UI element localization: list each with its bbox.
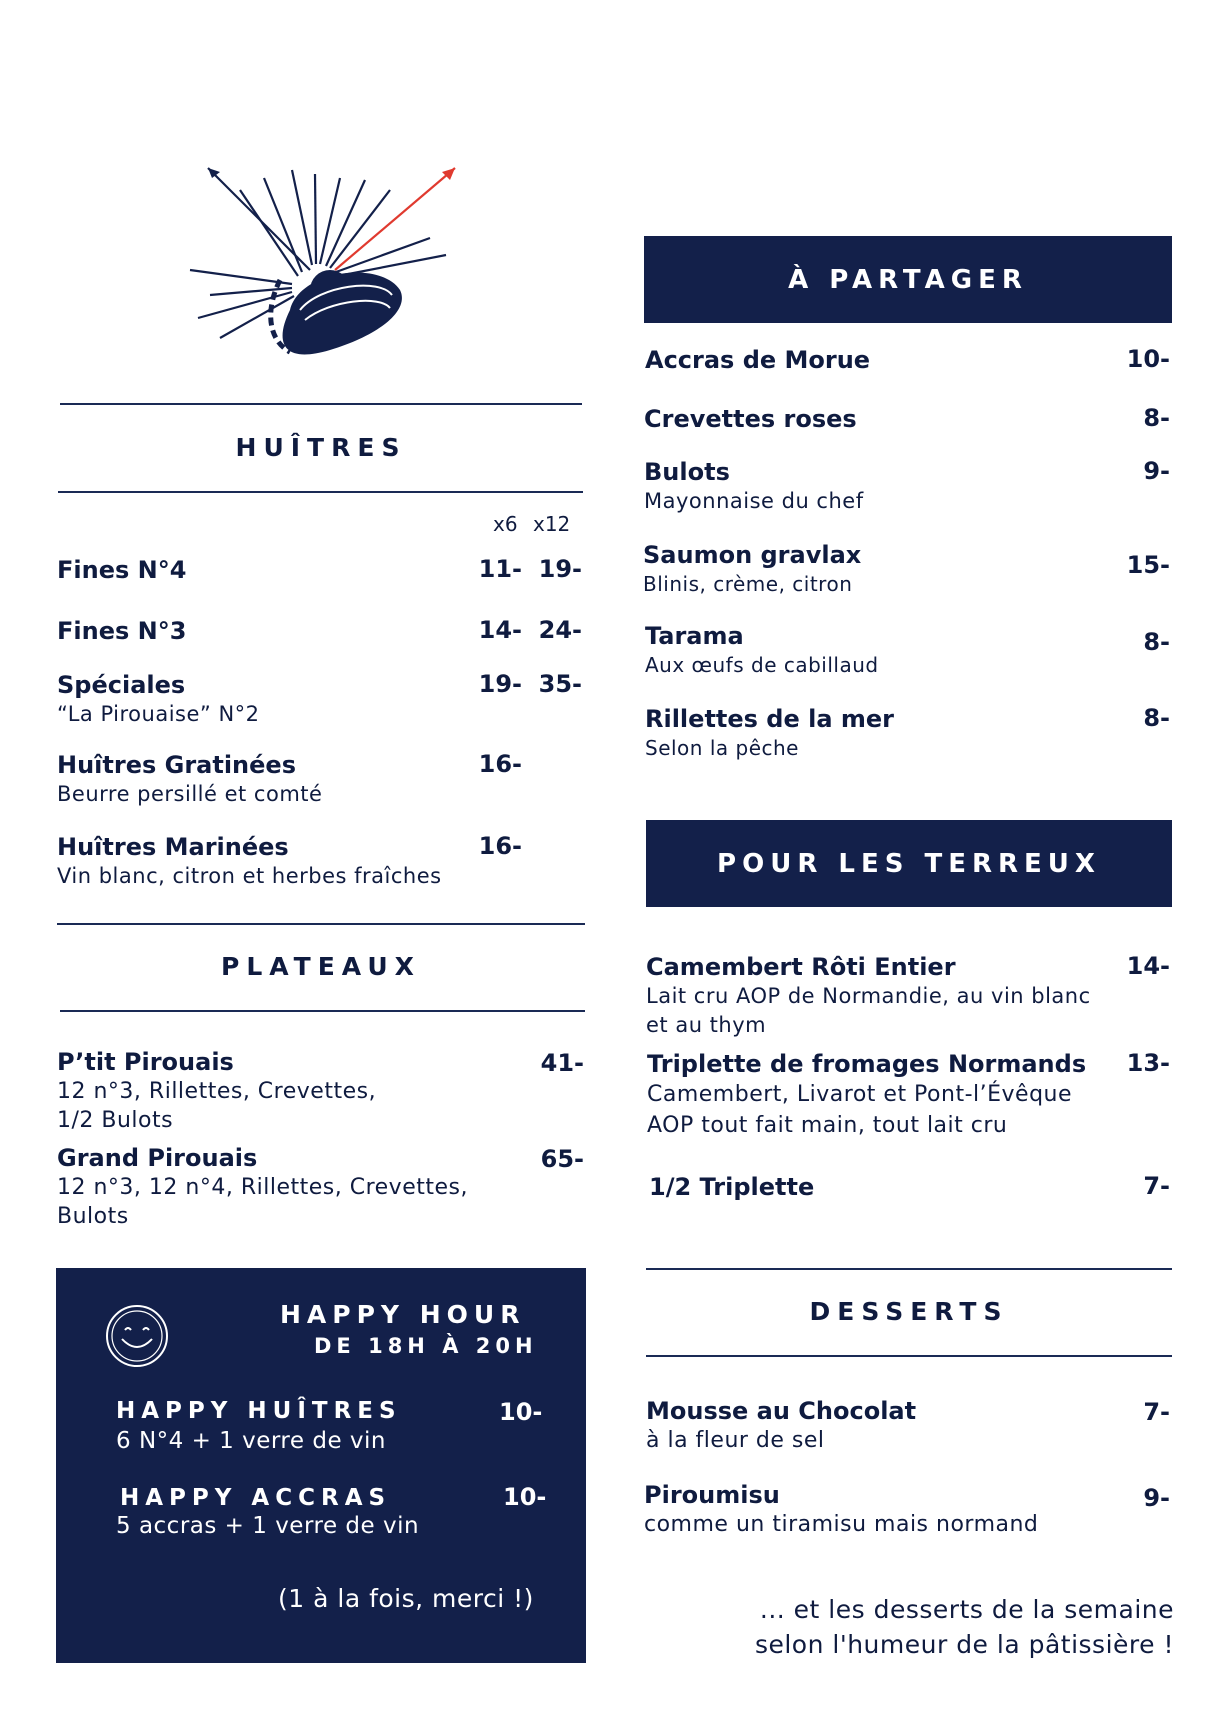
price-x6: 19- bbox=[478, 670, 522, 698]
menu-item bbox=[644, 1480, 1038, 1539]
item-desc: à la fleur de sel bbox=[646, 1428, 825, 1453]
divider bbox=[60, 403, 582, 405]
offer-name: HAPPY HUÎTRES bbox=[116, 1398, 402, 1424]
offer-name: HAPPY ACCRAS bbox=[120, 1485, 392, 1511]
offer-desc: 6 N°4 + 1 verre de vin bbox=[116, 1428, 386, 1454]
sun-oyster-logo bbox=[180, 160, 480, 380]
item-name: Fines N°3 bbox=[57, 617, 187, 645]
price: 65- bbox=[540, 1145, 584, 1173]
desserts-note bbox=[755, 1592, 1174, 1662]
item-desc: Camembert, Livarot et Pont-l’Évêque bbox=[647, 1082, 1073, 1107]
item-name: Huîtres Gratinées bbox=[57, 751, 296, 779]
item-name: Huîtres Marinées bbox=[57, 833, 289, 861]
item-name: Mousse au Chocolat bbox=[646, 1397, 917, 1425]
item-name: Fines N°4 bbox=[57, 556, 187, 584]
menu-item bbox=[57, 1047, 376, 1135]
divider bbox=[58, 491, 583, 493]
menu-item bbox=[645, 621, 879, 680]
menu-item bbox=[57, 555, 186, 585]
price: 8- bbox=[1143, 404, 1170, 432]
item-desc: Selon la pêche bbox=[645, 736, 799, 760]
price-x12: 24- bbox=[538, 616, 582, 644]
price: 7- bbox=[1143, 1398, 1170, 1426]
happy-hour-box bbox=[56, 1268, 586, 1663]
smiley-icon bbox=[104, 1303, 170, 1369]
item-desc: Bulots bbox=[57, 1204, 129, 1229]
divider bbox=[646, 1268, 1172, 1270]
menu-item bbox=[649, 1172, 814, 1202]
menu-item bbox=[645, 345, 870, 375]
item-desc: 1/2 Bulots bbox=[57, 1108, 174, 1133]
item-desc: Beurre persillé et comté bbox=[57, 782, 323, 806]
menu-item bbox=[57, 616, 186, 646]
price: 8- bbox=[1143, 704, 1170, 732]
offer-price: 10- bbox=[499, 1398, 543, 1426]
item-name: Tarama bbox=[645, 622, 744, 650]
item-desc: comme un tiramisu mais normand bbox=[644, 1512, 1039, 1537]
divider bbox=[57, 923, 585, 925]
desserts-note-line: ... et les desserts de la semaine bbox=[759, 1595, 1174, 1624]
happy-hour-subtitle: DE 18H À 20H bbox=[314, 1334, 538, 1358]
item-name: Piroumisu bbox=[644, 1481, 780, 1509]
col-header-x6: x6 bbox=[493, 512, 518, 536]
item-desc: “La Pirouaise” N°2 bbox=[57, 702, 260, 726]
item-desc: Aux œufs de cabillaud bbox=[645, 653, 879, 677]
item-name: Saumon gravlax bbox=[643, 541, 862, 569]
menu-item bbox=[645, 704, 894, 763]
menu-item bbox=[57, 832, 442, 891]
item-desc: Blinis, crème, citron bbox=[643, 572, 853, 596]
menu-item bbox=[643, 540, 861, 599]
menu-item bbox=[644, 404, 857, 434]
item-name: 1/2 Triplette bbox=[649, 1173, 815, 1201]
item-name: Camembert Rôti Entier bbox=[646, 953, 956, 981]
item-name: Triplette de fromages Normands bbox=[647, 1050, 1087, 1078]
col-header-x12: x12 bbox=[533, 512, 571, 536]
price: 15- bbox=[1126, 551, 1170, 579]
price-x6: 16- bbox=[478, 832, 522, 860]
price: 14- bbox=[1126, 952, 1170, 980]
price: 13- bbox=[1126, 1049, 1170, 1077]
item-desc: 12 n°3, 12 n°4, Rillettes, Crevettes, bbox=[57, 1175, 468, 1200]
item-name: P’tit Pirouais bbox=[57, 1048, 234, 1076]
item-name: Rillettes de la mer bbox=[645, 705, 895, 733]
price: 9- bbox=[1143, 1484, 1170, 1512]
item-desc: et au thym bbox=[646, 1013, 767, 1037]
section-band-terreux: POUR LES TERREUX bbox=[646, 820, 1172, 907]
section-band-a-partager: À PARTAGER bbox=[644, 236, 1172, 323]
section-title-plateaux: PLATEAUX bbox=[221, 952, 421, 981]
section-title-desserts: DESSERTS bbox=[809, 1297, 1009, 1326]
price-x12: 19- bbox=[538, 555, 582, 583]
menu-item bbox=[646, 1396, 916, 1455]
price: 9- bbox=[1143, 457, 1170, 485]
menu-item bbox=[647, 1049, 1086, 1141]
item-name: Bulots bbox=[644, 458, 730, 486]
happy-hour-note: (1 à la fois, merci !) bbox=[278, 1584, 534, 1613]
item-desc: AOP tout fait main, tout lait cru bbox=[647, 1113, 1008, 1138]
offer-desc: 5 accras + 1 verre de vin bbox=[116, 1513, 420, 1539]
price-x6: 14- bbox=[478, 616, 522, 644]
price: 41- bbox=[540, 1049, 584, 1077]
desserts-note-line: selon l'humeur de la pâtissière ! bbox=[754, 1630, 1174, 1659]
section-title-huitres: HUÎTRES bbox=[235, 433, 407, 462]
price: 10- bbox=[1126, 345, 1170, 373]
price-x6: 16- bbox=[478, 750, 522, 778]
divider bbox=[646, 1355, 1172, 1357]
item-name: Grand Pirouais bbox=[57, 1144, 258, 1172]
item-desc: Lait cru AOP de Normandie, au vin blanc bbox=[646, 984, 1091, 1008]
price-x12: 35- bbox=[538, 670, 582, 698]
item-name: Crevettes roses bbox=[644, 405, 857, 433]
menu-item bbox=[57, 670, 260, 729]
menu-item bbox=[57, 1143, 468, 1231]
price-x6: 11- bbox=[478, 555, 522, 583]
offer-price: 10- bbox=[503, 1483, 547, 1511]
menu-item bbox=[644, 457, 864, 516]
divider bbox=[60, 1010, 585, 1012]
item-desc: Mayonnaise du chef bbox=[644, 489, 864, 513]
item-name: Spéciales bbox=[57, 671, 186, 699]
item-desc: Vin blanc, citron et herbes fraîches bbox=[57, 864, 442, 888]
menu-item bbox=[57, 750, 322, 809]
item-name: Accras de Morue bbox=[645, 346, 871, 374]
happy-hour-title: HAPPY HOUR bbox=[280, 1300, 526, 1329]
item-desc: 12 n°3, Rillettes, Crevettes, bbox=[57, 1079, 377, 1104]
menu-item bbox=[646, 952, 1091, 1040]
price: 7- bbox=[1143, 1172, 1170, 1200]
price: 8- bbox=[1143, 628, 1170, 656]
